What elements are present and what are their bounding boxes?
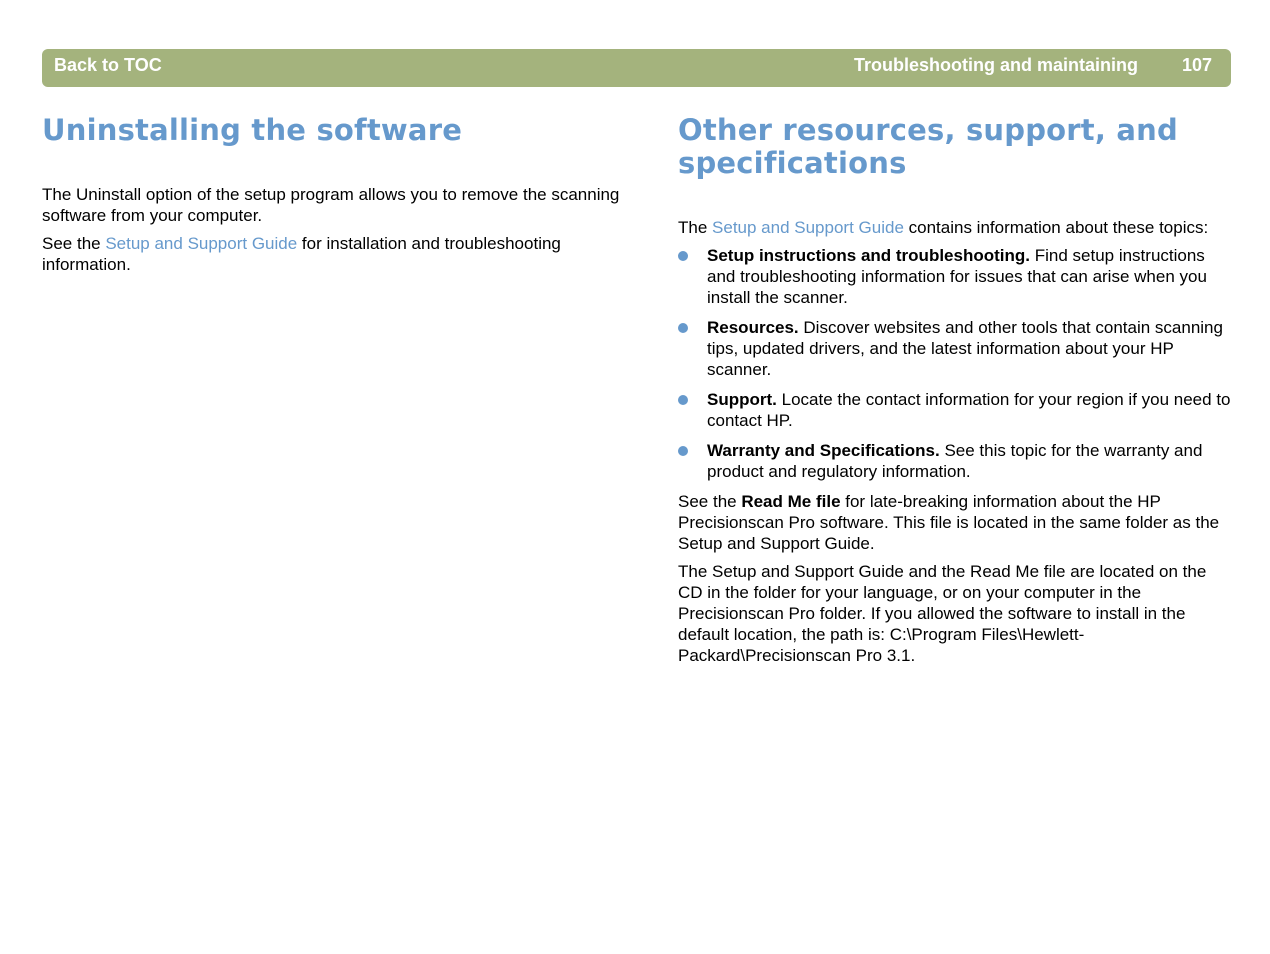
text-span: See the xyxy=(678,492,742,511)
item-text: Locate the contact information for your region if you need to contact HP. xyxy=(707,390,1231,430)
item-text: Find setup instructions and troubleshooting information for issues that can arise when you install the scanner. xyxy=(707,246,1207,307)
uninstall-paragraph: The Uninstall option of the setup program allows you to remove the scanning software from your computer. xyxy=(42,185,620,225)
readme-file-label: Read Me file xyxy=(741,492,841,511)
text-span: contains information about these topics: xyxy=(903,218,1209,237)
text-span: for installation and troubleshooting information. xyxy=(42,234,561,274)
bullet-icon xyxy=(678,446,688,456)
text-span: The xyxy=(678,218,713,237)
list-item xyxy=(678,245,1234,308)
item-title: Resources. xyxy=(707,318,799,337)
list-item xyxy=(678,440,1234,482)
header-bar xyxy=(42,49,1231,87)
text-span: See the xyxy=(42,234,106,253)
item-text: See this topic for the warranty and product and regulatory information. xyxy=(707,441,1203,481)
topics-list xyxy=(678,245,1234,482)
list-item xyxy=(678,317,1234,380)
back-to-toc-link[interactable]: Back to TOC xyxy=(54,55,162,75)
section-title: Troubleshooting and maintaining xyxy=(854,55,1138,75)
bullet-icon xyxy=(678,395,688,405)
setup-support-guide-link[interactable]: Setup and Support Guide xyxy=(105,234,298,253)
uninstall-heading: Uninstalling the software xyxy=(42,113,463,147)
right-column xyxy=(678,114,1234,673)
item-title: Setup instructions and troubleshooting. xyxy=(707,246,1030,265)
list-item xyxy=(678,389,1234,431)
item-text: Discover websites and other tools that contain scanning tips, updated drivers, and the latest information about your HP scanner. xyxy=(707,318,1223,379)
item-title: Support. xyxy=(707,390,777,409)
bullet-icon xyxy=(678,323,688,333)
bullet-icon xyxy=(678,251,688,261)
location-paragraph: The Setup and Support Guide and the Read Me file are located on the CD in the folder for your language, or on your computer in the Precisionscan Pro folder. If you allowed the software to install in the default location, the path is: C:\Program Files\Hewlett-Packard\Precisionscan Pro 3.1. xyxy=(678,562,1207,665)
item-title: Warranty and Specifications. xyxy=(707,441,940,460)
intro-paragraph xyxy=(678,217,1234,238)
resources-heading: Other resources, support, and specifications xyxy=(678,113,1178,180)
see-guide-paragraph xyxy=(42,233,622,275)
readme-paragraph xyxy=(678,491,1234,554)
setup-support-guide-link[interactable]: Setup and Support Guide xyxy=(712,218,904,237)
page-number: 107 xyxy=(1181,55,1212,75)
left-column xyxy=(42,114,622,282)
text-span: for late-breaking information about the HP Precisionscan Pro software. This file is located in the same folder as the Setup and Support Guide. xyxy=(678,492,1220,553)
